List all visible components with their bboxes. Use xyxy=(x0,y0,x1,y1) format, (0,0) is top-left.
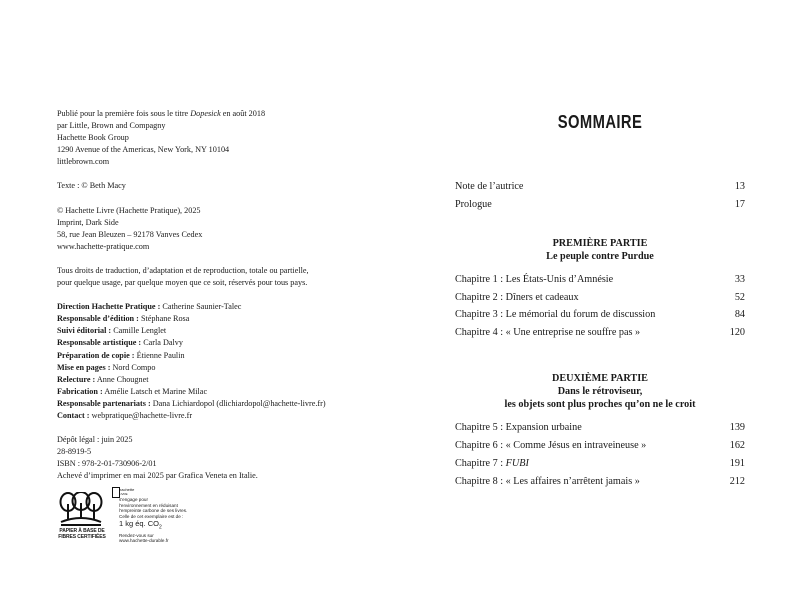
part-1-title: PREMIÈRE PARTIE xyxy=(552,238,648,249)
staff-name: Catherine Saunier-Talec xyxy=(160,302,242,312)
carbon-url: www.hachette-durable.fr xyxy=(119,538,169,544)
staff-name: Camille Lenglet xyxy=(111,326,167,336)
staff-line xyxy=(57,410,387,422)
copyright-block xyxy=(57,108,387,482)
toc-entry-page: 13 xyxy=(734,181,745,192)
staff-name: Dana Lichiardopol (dlichiardopol@hachette-livre.fr) xyxy=(150,398,326,408)
part-2-title: DEUXIÈME PARTIE xyxy=(552,373,648,384)
toc-entry xyxy=(455,198,745,211)
text-credit: Texte : © Beth Macy xyxy=(57,181,126,191)
toc-entry-label: Chapitre 2 : Dîners et cadeaux xyxy=(455,292,579,303)
toc-entry xyxy=(455,326,745,339)
eco-logo xyxy=(57,487,207,552)
toc-entry-label: Chapitre 1 : Les États-Unis d’Amnésie xyxy=(455,274,614,285)
toc-entry-page: 52 xyxy=(734,292,745,303)
toc-entry-label: Chapitre 6 : « Comme Jésus en intraveineuse » xyxy=(455,440,647,451)
carbon-line: Celle de cet exemplaire est de : xyxy=(119,513,184,519)
staff-name: Amélie Latsch et Marine Milac xyxy=(102,386,208,396)
staff-line xyxy=(57,301,387,313)
staff-line xyxy=(57,386,387,398)
staff-line xyxy=(57,362,387,374)
publisher-date: en août 2018 xyxy=(220,109,266,118)
edition-line-4: www.hachette-pratique.com xyxy=(57,241,150,251)
toc-entry-page: 33 xyxy=(734,274,745,285)
carbon-line: l'empreinte carbone de ses livres. xyxy=(119,508,188,514)
carbon-value xyxy=(119,519,215,533)
carbon-note xyxy=(119,497,215,544)
toc-entry-page: 17 xyxy=(734,199,745,210)
printer-line: Achevé d’imprimer en mai 2025 par Grafica Veneta en Italie. xyxy=(57,471,258,481)
toc-entry-page: 191 xyxy=(729,458,745,469)
rights-line-1: Tous droits de traduction, d’adaptation et de reproduction, totale ou partielle, xyxy=(57,265,309,275)
fsc-label xyxy=(57,528,107,540)
staff-role: Direction Hachette Pratique : xyxy=(57,302,161,312)
carbon-amount: 1 kg éq. CO xyxy=(119,519,160,529)
staff-name: Stéphane Rosa xyxy=(138,314,190,324)
edition-line-2: Imprint, Dark Side xyxy=(57,217,119,227)
staff-line xyxy=(57,337,387,349)
toc-entry xyxy=(455,291,745,304)
fsc-line-2: FIBRES CERTIFIÉES xyxy=(58,534,106,540)
staff-name: webpratique@hachette-livre.fr xyxy=(89,410,193,420)
toc-entry xyxy=(455,180,745,193)
publisher-line-3: Hachette Book Group xyxy=(57,133,129,143)
carbon-subscript: 2 xyxy=(159,524,162,531)
toc-entry-label: Chapitre 3 : Le mémorial du forum de discussion xyxy=(455,309,656,320)
legal-deposit: Dépôt légal : juin 2025 xyxy=(57,435,133,445)
toc-entry-label xyxy=(455,457,529,470)
toc-entry xyxy=(455,457,745,470)
staff-line xyxy=(57,325,387,337)
publisher-line-2: par Little, Brown and Compagny xyxy=(57,121,166,131)
staff-name: Nord Compo xyxy=(110,362,156,372)
publisher-line-4: 1290 Avenue of the Americas, New York, NY 10104 xyxy=(57,145,230,155)
staff-name: Étienne Paulin xyxy=(134,350,185,360)
staff-line xyxy=(57,398,387,410)
carbon-line: s'engage pour xyxy=(119,497,148,502)
edition-line-1: © Hachette Livre (Hachette Pratique), 2025 xyxy=(57,205,201,215)
toc-entry xyxy=(455,439,745,452)
staff-line xyxy=(57,313,387,325)
publisher-line-1 xyxy=(57,108,387,120)
staff-role: Fabrication : xyxy=(57,386,103,396)
toc-entry-label: Chapitre 8 : « Les affaires n’arrêtent jamais » xyxy=(455,476,640,487)
staff-role: Préparation de copie : xyxy=(57,350,135,360)
staff-list xyxy=(57,301,387,422)
toc-entry-label: Prologue xyxy=(455,199,492,210)
toc-entry-label: Note de l’autrice xyxy=(455,181,524,192)
rights-line-2: pour quelque usage, par quelque moyen que ce soit, réservés pour tous pays. xyxy=(57,278,308,288)
staff-role: Contact : xyxy=(57,410,90,420)
edition-code: 28-8919-5 xyxy=(57,447,92,457)
toc-entry-page: 162 xyxy=(729,440,745,451)
publisher-text: Publié pour la première fois sous le titre xyxy=(57,109,191,118)
staff-role: Responsable artistique : xyxy=(57,338,142,348)
part-2-heading xyxy=(455,372,745,411)
staff-role: Suivi éditorial : xyxy=(57,326,112,336)
livre-wordmark: LIVRE xyxy=(119,492,128,496)
toc-entry-page: 84 xyxy=(734,309,745,320)
carbon-line: l'environnement en réduisant xyxy=(119,502,178,508)
toc-entry xyxy=(455,273,745,286)
toc-entry xyxy=(455,475,745,488)
toc-entry xyxy=(455,421,745,434)
toc-title: SOMMAIRE xyxy=(557,112,643,132)
edition-line-3: 58, rue Jean Bleuzen – 92178 Vanves Cedex xyxy=(57,229,203,239)
part-1-subtitle: Le peuple contre Purdue xyxy=(546,251,654,262)
toc-entry-page: 212 xyxy=(729,476,745,487)
part-1-heading xyxy=(455,237,745,263)
staff-line xyxy=(57,374,387,386)
staff-role: Responsable d’édition : xyxy=(57,314,139,324)
toc-entry-label-italic: FUBI xyxy=(505,458,529,469)
toc-entry-label: Chapitre 4 : « Une entreprise ne souffre pas » xyxy=(455,327,641,338)
staff-line xyxy=(57,350,387,362)
original-title: Dopesick xyxy=(190,109,221,118)
toc-entry-label-prefix: Chapitre 7 : xyxy=(455,458,506,469)
toc-entry-page: 120 xyxy=(729,327,745,338)
hachette-wordmark: hachette xyxy=(119,487,135,492)
staff-name: Carla Dalvy xyxy=(141,338,183,348)
part-2-subtitle-2: les objets sont plus proches qu’on ne le croit xyxy=(504,399,696,410)
staff-name: Anne Chougnet xyxy=(95,374,149,384)
publisher-line-5: littlebrown.com xyxy=(57,157,110,167)
staff-role: Mise en pages : xyxy=(57,362,111,372)
carbon-line: Rendez-vous sur xyxy=(119,532,154,538)
fsc-line-1: PAPIER À BASE DE xyxy=(59,528,105,534)
toc-entry xyxy=(455,308,745,321)
staff-role: Responsable partenariats : xyxy=(57,398,151,408)
isbn: ISBN : 978-2-01-730906-2/01 xyxy=(57,459,157,469)
part-2-subtitle-1: Dans le rétroviseur, xyxy=(557,386,643,397)
trees-icon xyxy=(59,492,103,526)
toc-entry-label: Chapitre 5 : Expansion urbaine xyxy=(455,422,582,433)
staff-role: Relecture : xyxy=(57,374,96,384)
toc-entry-page: 139 xyxy=(729,422,745,433)
